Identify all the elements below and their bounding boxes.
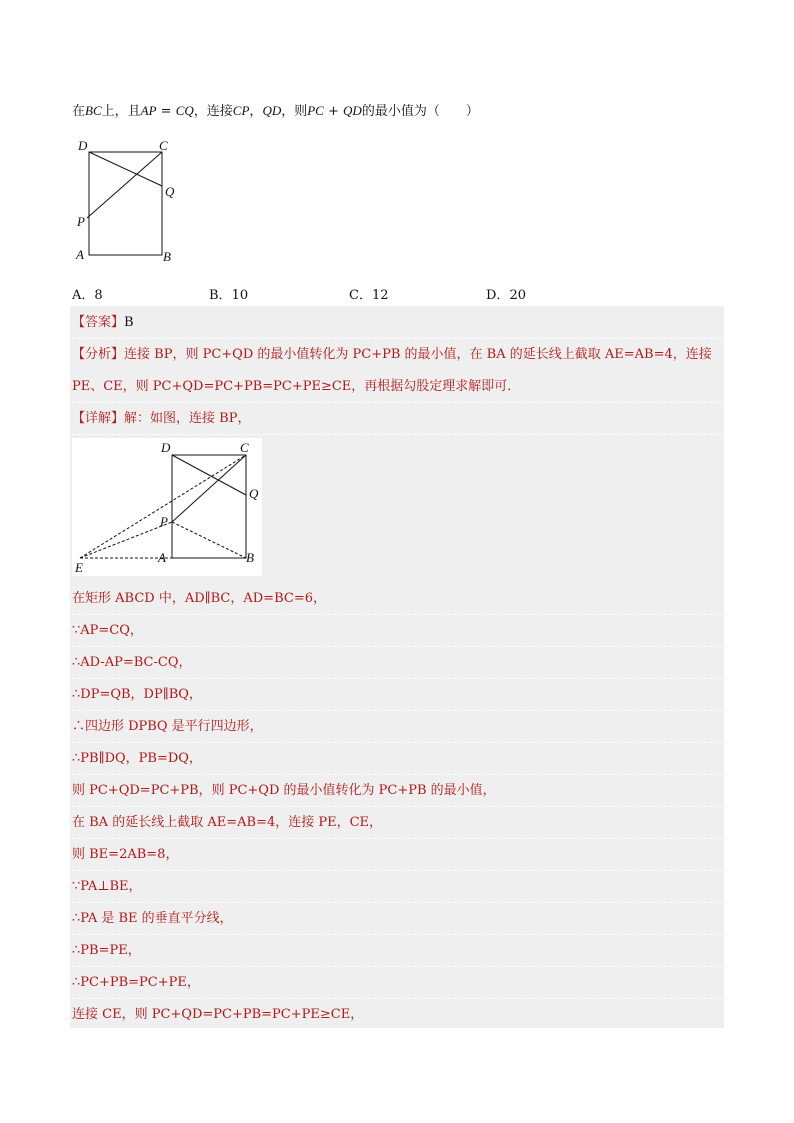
solution-step: ∴PA 是 BE 的垂直平分线， [72, 911, 233, 926]
q-part: 的最小值为（ ） [361, 104, 479, 119]
divider [72, 870, 722, 871]
detail-line [72, 410, 250, 428]
solution-step: 在矩形 ABCD 中，AD∥BC，AD=BC=6， [72, 591, 326, 606]
q-var-pc: PC [307, 103, 324, 118]
analysis-line-2: PE、CE，则 PC+QD=PC+PB=PC+PE≥CE，再根据勾股定理求解即可． [72, 379, 521, 394]
solution-step: ∴PB=PE， [72, 943, 141, 958]
divider [72, 998, 722, 999]
detail-intro: 解：如图，连接 BP， [124, 411, 251, 426]
rectangle-abcd [172, 455, 246, 558]
choice-value: 12 [371, 288, 389, 303]
analysis-line-1 [72, 346, 712, 364]
choice-letter: A． [72, 288, 95, 303]
solution-step: ∴DP=QB，DP∥BQ， [72, 687, 202, 702]
label-p: P [77, 214, 85, 229]
solution-step: ∵PA⊥BE， [72, 879, 142, 894]
label-d: D [78, 138, 88, 153]
segment-pb [172, 522, 246, 558]
choice-a[interactable] [72, 284, 103, 303]
label-b: B [246, 550, 254, 565]
divider [72, 646, 722, 647]
label-d: D [161, 440, 171, 455]
solution-step: 连接 CE，则 PC+QD=PC+PB=PC+PE≥CE， [72, 1007, 364, 1022]
solution-step: ∴PC+PB=PC+PE， [72, 975, 200, 990]
choice-d[interactable] [486, 284, 526, 303]
divider [72, 614, 722, 615]
answer-tag: 【答案】 [72, 315, 125, 330]
divider [72, 838, 722, 839]
solution-step: ∴AD-AP=BC-CQ， [72, 655, 192, 670]
solution-figure-frame [72, 438, 262, 576]
divider [72, 742, 722, 743]
answer-line [72, 314, 134, 332]
solution-step: 在 BA 的延长线上截取 AE=AB=4，连接 PE，CE， [72, 815, 383, 830]
q-var-cq: CQ [175, 103, 194, 118]
question-figure [72, 134, 182, 264]
label-p: P [160, 514, 168, 529]
choice-value: 8 [94, 288, 103, 303]
divider [72, 806, 722, 807]
label-a: A [76, 247, 84, 262]
divider [72, 902, 722, 903]
label-c: C [240, 440, 249, 455]
segment-dq [89, 152, 162, 186]
q-op: = [156, 104, 176, 119]
solution-step: ∴PB∥DQ，PB=DQ， [72, 751, 202, 766]
divider [72, 402, 722, 403]
choice-value: 10 [231, 288, 249, 303]
divider [72, 934, 722, 935]
q-var-bc: BC [85, 103, 102, 118]
analysis-tag: 【分析】 [72, 347, 125, 362]
divider [72, 678, 722, 679]
divider [72, 966, 722, 967]
choice-value: 20 [509, 288, 526, 303]
q-part: 在 [72, 104, 86, 119]
choice-letter: D． [486, 288, 510, 303]
choice-letter: C． [349, 288, 372, 303]
q-var-ap: AP [140, 103, 157, 118]
q-var-cp: CP [232, 103, 250, 118]
label-e: E [75, 560, 83, 575]
label-q: Q [249, 486, 259, 501]
q-part: ，连接 [193, 104, 233, 119]
answer-value: B [124, 315, 134, 330]
q-part: 上，且 [101, 104, 141, 119]
solution-step: 则 BE=2AB=8， [72, 847, 179, 862]
choice-letter: B． [209, 288, 232, 303]
segment-cp [87, 152, 162, 218]
label-q: Q [165, 184, 175, 199]
q-part: ， [249, 104, 263, 119]
solution-step: ∵AP=CQ， [72, 623, 143, 638]
choice-b[interactable] [209, 284, 248, 303]
label-a: A [158, 550, 166, 565]
q-part: ，则 [281, 104, 308, 119]
divider [72, 434, 722, 435]
label-c: C [159, 138, 168, 153]
label-b: B [163, 249, 171, 264]
choice-c[interactable] [349, 284, 389, 303]
segment-ec [80, 455, 246, 558]
solution-figure [72, 438, 262, 576]
divider [72, 710, 722, 711]
divider [72, 774, 722, 775]
analysis-text: 连接 BP，则 PC+QD 的最小值转化为 PC+PB 的最小值，在 BA 的延长线上截取 AE=AB=4，连接 [124, 347, 712, 362]
divider [72, 338, 722, 339]
answer-choices [72, 284, 592, 302]
question-text [72, 102, 479, 121]
q-var-qd2: QD [343, 103, 362, 118]
solution-step: 则 PC+QD=PC+PB，则 PC+QD 的最小值转化为 PC+PB 的最小值， [72, 783, 496, 798]
detail-tag: 【详解】 [72, 411, 125, 426]
solution-step: ∴四边形 DPBQ 是平行四边形， [72, 719, 263, 734]
rectangle-abcd [89, 152, 162, 255]
q-var-qd: QD [262, 103, 282, 118]
q-op: + [323, 104, 344, 119]
